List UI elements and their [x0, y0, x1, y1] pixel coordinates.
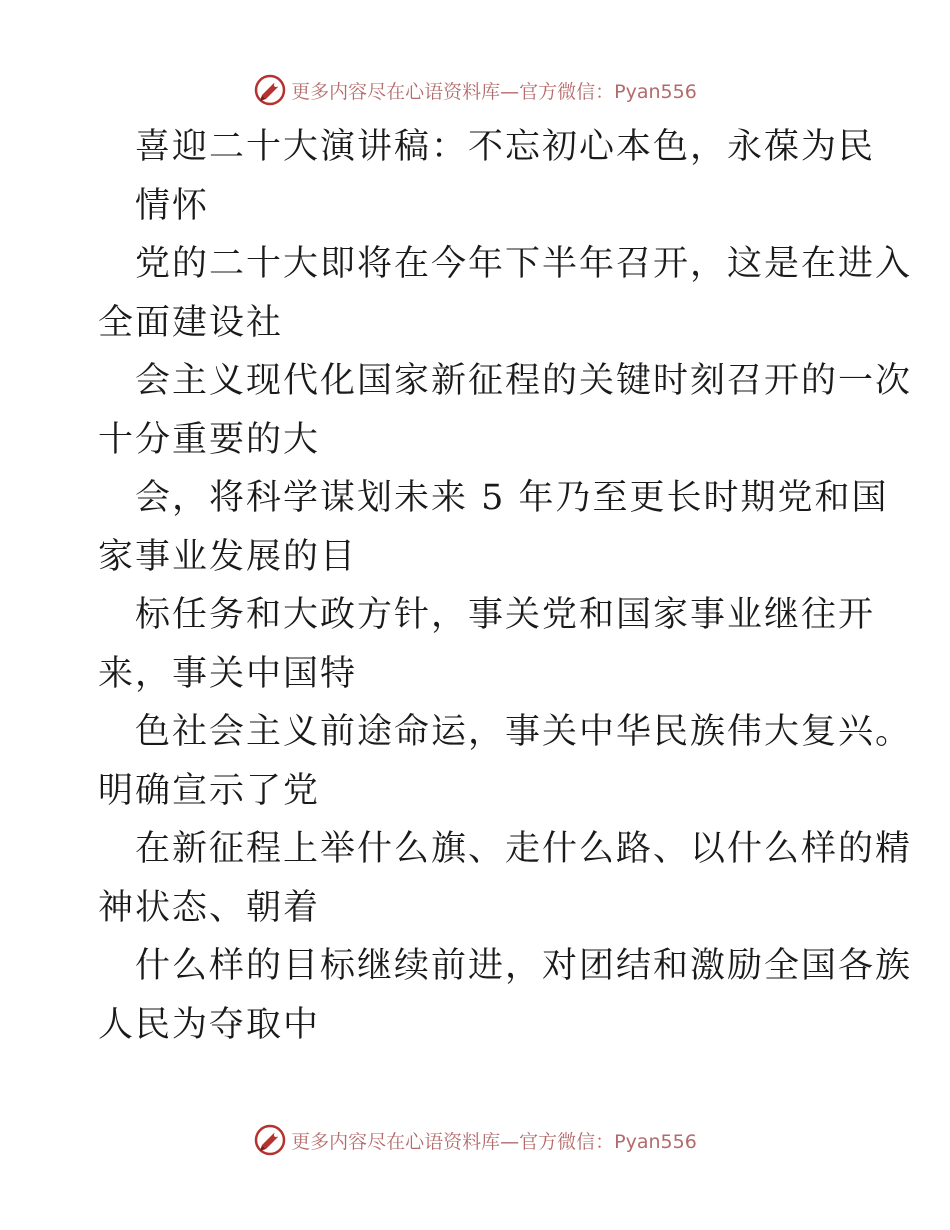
paragraph-line: 会主义现代化国家新征程的关键时刻召开的一次 — [135, 361, 913, 401]
paragraph-line: 在新征程上举什么旗、走什么路、以什么样的精 — [135, 829, 913, 869]
document-body — [98, 118, 913, 1054]
footer-banner-text: 更多内容尽在心语资料库—官方微信：Pyan556 — [291, 1130, 697, 1153]
pen-logo-icon — [253, 73, 287, 107]
paragraph-line: 会，将科学谋划未来 5 年乃至更长时期党和国 — [135, 478, 889, 518]
paragraph-line: 十分重要的大 — [98, 419, 321, 460]
title-line: 情怀 — [135, 185, 210, 226]
paragraph-line: 全面建设社 — [98, 302, 284, 343]
paragraph-line: 色社会主义前途命运，事关中华民族伟大复兴。 — [135, 712, 913, 752]
paragraph-line: 来，事关中国特 — [98, 653, 358, 694]
paragraph-line: 什么样的目标继续前进，对团结和激励全国各族 — [135, 946, 913, 986]
paragraph-line: 家事业发展的目 — [98, 536, 358, 577]
footer-banner — [0, 1122, 950, 1158]
paragraph-line: 党的二十大即将在今年下半年召开，这是在进入 — [135, 244, 913, 284]
paragraph-line: 人民为夺取中 — [98, 1004, 321, 1045]
pen-logo-icon — [253, 1123, 287, 1157]
title-line: 喜迎二十大演讲稿：不忘初心本色，永葆为民 — [135, 127, 876, 167]
header-banner — [0, 72, 950, 108]
header-banner-text: 更多内容尽在心语资料库—官方微信：Pyan556 — [291, 80, 697, 103]
paragraph-line: 神状态、朝着 — [98, 887, 321, 928]
paragraph-line: 明确宣示了党 — [98, 770, 321, 811]
paragraph-line: 标任务和大政方针，事关党和国家事业继往开 — [135, 595, 876, 635]
